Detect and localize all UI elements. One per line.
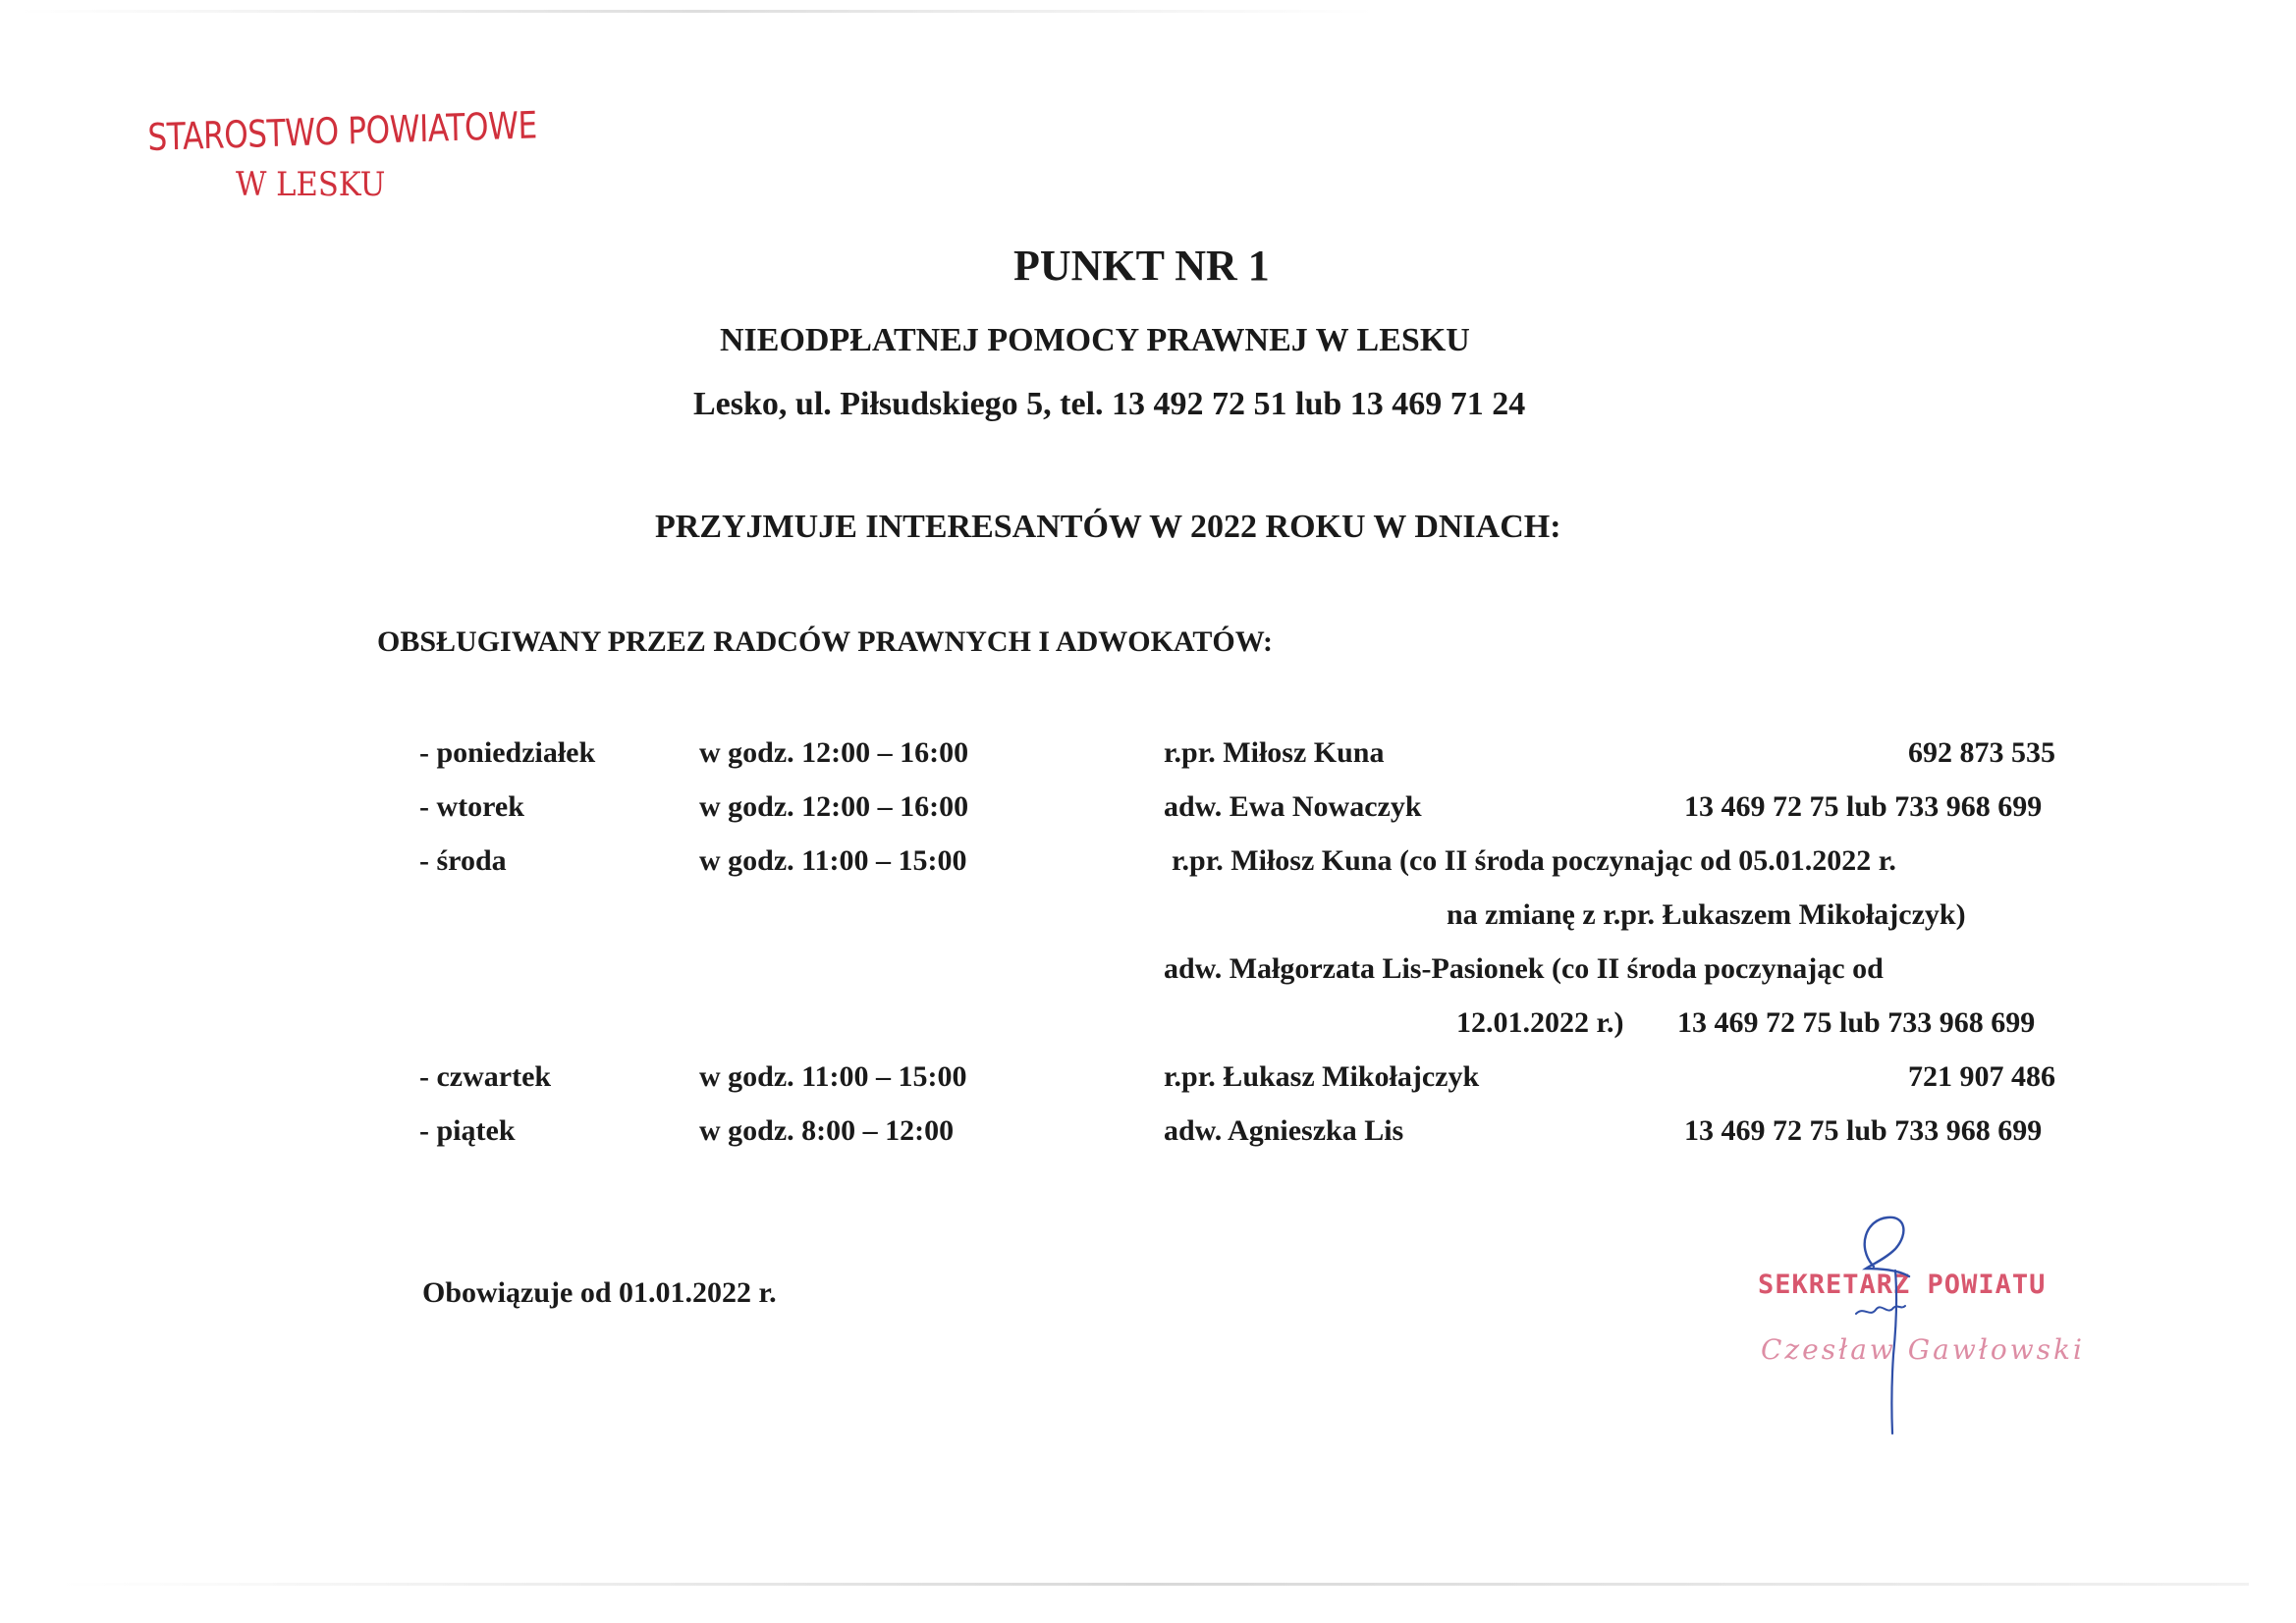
schedule-lawyer-wednesday-3: adw. Małgorzata Lis-Pasionek (co II środa poczynając od — [1164, 952, 1884, 985]
schedule-phone-friday: 13 469 72 75 lub 733 968 699 — [1684, 1114, 2043, 1147]
schedule-lawyer-friday: adw. Agnieszka Lis — [1164, 1114, 1404, 1147]
schedule-day-friday: - piątek — [419, 1114, 516, 1147]
handwritten-signature-icon — [1827, 1208, 1935, 1443]
document-title: PUNKT NR 1 — [1013, 242, 1270, 290]
schedule-day-thursday: - czwartek — [419, 1060, 552, 1093]
office-stamp-line1: STAROSTWO POWIATOWE — [147, 103, 538, 159]
office-stamp — [147, 103, 622, 159]
schedule-phone-tuesday: 13 469 72 75 lub 733 968 699 — [1684, 790, 2043, 823]
document-subtitle: NIEODPŁATNEJ POMOCY PRAWNEJ W LESKU — [720, 322, 1470, 358]
schedule-lawyer-wednesday-1: r.pr. Miłosz Kuna (co II środa poczynając od 05.01.2022 r. — [1172, 844, 1896, 877]
document-address: Lesko, ul. Piłsudskiego 5, tel. 13 492 72 51 lub 13 469 71 24 — [693, 386, 1526, 422]
secretary-stamp-name: Czesław Gawłowski — [1761, 1333, 2085, 1366]
schedule-note-wednesday-4: 12.01.2022 r.) — [1456, 1006, 1624, 1039]
schedule-lawyer-monday: r.pr. Miłosz Kuna — [1164, 736, 1385, 769]
schedule-lawyer-thursday: r.pr. Łukasz Mikołajczyk — [1164, 1060, 1480, 1093]
schedule-day-wednesday: - środa — [419, 844, 507, 877]
schedule-hours-thursday: w godz. 11:00 – 15:00 — [699, 1060, 967, 1093]
office-stamp-line2: W LESKU — [236, 165, 386, 204]
schedule-phone-monday: 692 873 535 — [1908, 736, 2055, 769]
scan-artifact-top — [20, 10, 1375, 13]
schedule-hours-friday: w godz. 8:00 – 12:00 — [699, 1114, 955, 1147]
schedule-phone-wednesday: 13 469 72 75 lub 733 968 699 — [1677, 1006, 2036, 1039]
schedule-hours-wednesday: w godz. 11:00 – 15:00 — [699, 844, 967, 877]
scan-artifact-bottom — [59, 1583, 2249, 1586]
schedule-hours-monday: w godz. 12:00 – 16:00 — [699, 736, 969, 769]
schedule-note-wednesday-2: na zmianę z r.pr. Łukaszem Mikołajczyk) — [1447, 898, 1966, 931]
office-stamp-2 — [236, 165, 402, 204]
schedule-hours-tuesday: w godz. 12:00 – 16:00 — [699, 790, 969, 823]
schedule-day-tuesday: - wtorek — [419, 790, 524, 823]
valid-from-note: Obowiązuje od 01.01.2022 r. — [422, 1276, 777, 1309]
intro-heading: PRZYJMUJE INTERESANTÓW W 2022 ROKU W DNIACH: — [655, 509, 1561, 545]
schedule-lawyer-tuesday: adw. Ewa Nowaczyk — [1164, 790, 1422, 823]
schedule-phone-thursday: 721 907 486 — [1908, 1060, 2055, 1093]
secretary-stamp-title: SEKRETARZ POWIATU — [1758, 1270, 2047, 1300]
schedule-day-monday: - poniedziałek — [419, 736, 596, 769]
section-label: OBSŁUGIWANY PRZEZ RADCÓW PRAWNYCH I ADWOKATÓW: — [377, 625, 1274, 658]
